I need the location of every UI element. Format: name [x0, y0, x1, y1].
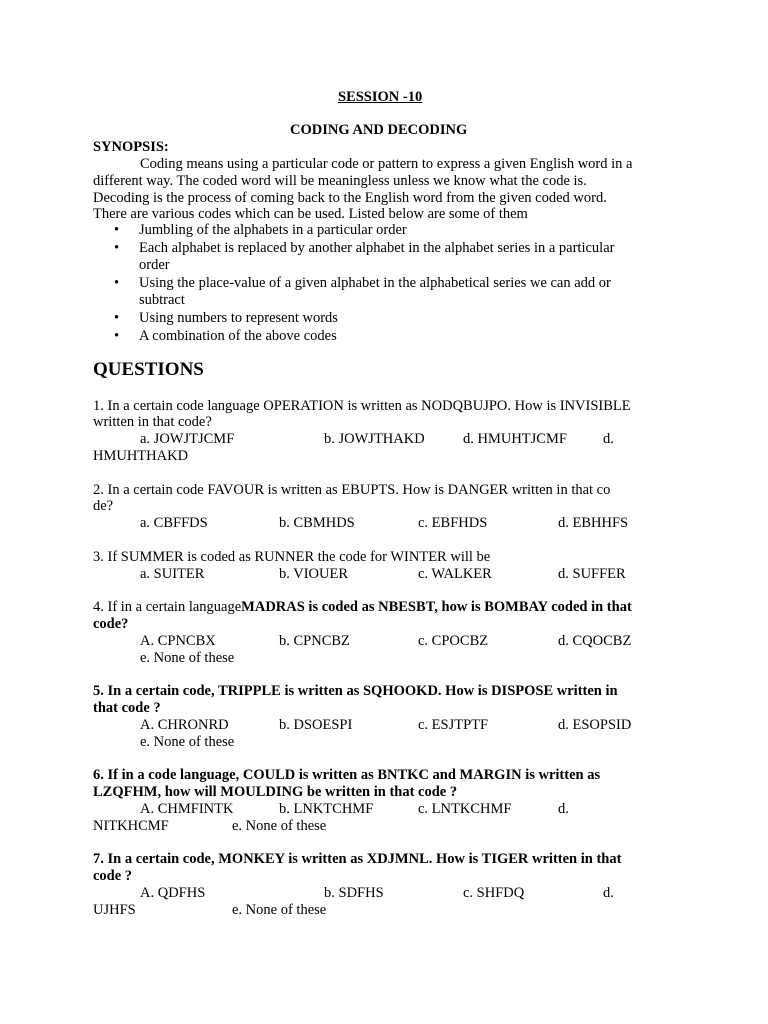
synopsis-line: Decoding is the process of coming back to the English word from the given coded word.	[93, 190, 607, 206]
list-item	[114, 310, 674, 327]
question-2-option-d: d. EBHHFS	[558, 515, 629, 531]
session-title: SESSION -10	[338, 89, 423, 105]
question-2-option-c: c. EBFHDS	[418, 515, 488, 531]
question-1-option-d-label: d.	[603, 431, 614, 447]
bullet-icon: •	[114, 240, 120, 256]
list-item-text: Using the place-value of a given alphabet in the alphabetical series we can add or	[139, 275, 611, 291]
question-4-option-a: A. CPNCBX	[140, 633, 216, 649]
question-1-option-d: HMUHTHAKD	[93, 448, 189, 464]
question-4-option-c: c. CPOCBZ	[418, 633, 489, 649]
question-4-option-b: b. CPNCBZ	[279, 633, 350, 649]
question-7-option-b: b. SDFHS	[324, 885, 384, 901]
question-7-text-cont: code ?	[93, 868, 133, 884]
question-7-option-a: A. QDFHS	[140, 885, 206, 901]
question-7-option-e: e. None of these	[232, 902, 327, 918]
list-item	[114, 275, 674, 309]
question-3-option-c: c. WALKER	[418, 566, 492, 582]
question-2-text-cont: de?	[93, 498, 114, 514]
question-4-option-d: d. CQOCBZ	[558, 633, 632, 649]
bullet-icon: •	[114, 222, 120, 238]
list-item-text-cont: order	[139, 257, 170, 273]
question-6-option-e: e. None of these	[232, 818, 327, 834]
code-types-list	[114, 222, 674, 346]
question-3-text: 3. If SUMMER is coded as RUNNER the code for WINTER will be	[93, 549, 491, 565]
question-4-text-bold: MADRAS is coded as NBESBT, how is BOMBAY coded in that	[241, 599, 632, 615]
question-3-option-d: d. SUFFER	[558, 566, 626, 582]
question-2-option-a: a. CBFFDS	[140, 515, 208, 531]
list-item-text: Jumbling of the alphabets in a particular order	[139, 222, 407, 238]
list-item	[114, 240, 674, 274]
question-6-option-d: NITKHCMF	[93, 818, 169, 834]
list-item-text: A combination of the above codes	[139, 328, 337, 344]
question-7-option-d: UJHFS	[93, 902, 136, 918]
bullet-icon: •	[114, 328, 120, 344]
question-7-text: 7. In a certain code, MONKEY is written as XDJMNL. How is TIGER written in that	[93, 851, 622, 867]
question-4-text	[93, 599, 632, 616]
question-1-text-cont: written in that code?	[93, 414, 212, 430]
questions-heading: QUESTIONS	[93, 359, 204, 380]
list-item-text: Each alphabet is replaced by another alphabet in the alphabet series in a particular	[139, 240, 615, 256]
question-1-option-c: d. HMUHTJCMF	[463, 431, 567, 447]
question-6-option-a: A. CHMFINTK	[140, 801, 234, 817]
synopsis-line: different way. The coded word will be meaningless unless we know what the code is.	[93, 173, 587, 189]
question-7-option-c: c. SHFDQ	[463, 885, 525, 901]
question-5-option-b: b. DSOESPI	[279, 717, 353, 733]
bullet-icon: •	[114, 275, 120, 291]
list-item-text-cont: subtract	[139, 292, 185, 308]
question-6-text: 6. If in a code language, COULD is written as BNTKC and MARGIN is written as	[93, 767, 601, 783]
list-item-text: Using numbers to represent words	[139, 310, 338, 326]
bullet-icon: •	[114, 310, 120, 326]
question-3-option-b: b. VIOUER	[279, 566, 349, 582]
question-5-option-c: c. ESJTPTF	[418, 717, 489, 733]
synopsis-label: SYNOPSIS:	[93, 139, 169, 155]
topic-title: CODING AND DECODING	[290, 122, 468, 138]
list-item	[114, 222, 674, 239]
question-7-option-d-label: d.	[603, 885, 614, 901]
question-6-option-b: b. LNKTCHMF	[279, 801, 374, 817]
question-3-option-a: a. SUITER	[140, 566, 205, 582]
question-5-option-e: e. None of these	[140, 734, 235, 750]
synopsis-line: Coding means using a particular code or pattern to express a given English word in a	[140, 156, 633, 172]
synopsis-line: There are various codes which can be used. Listed below are some of them	[93, 206, 528, 222]
list-item	[114, 328, 674, 345]
question-5-text: 5. In a certain code, TRIPPLE is written as SQHOOKD. How is DISPOSE written in	[93, 683, 618, 699]
question-4-text-plain: 4. If in a certain language	[93, 599, 242, 615]
question-1-option-a: a. JOWJTJCMF	[140, 431, 235, 447]
question-4-option-e: e. None of these	[140, 650, 235, 666]
question-4-text-cont: code?	[93, 616, 129, 632]
question-1-text: 1. In a certain code language OPERATION is written as NODQBUJPO. How is INVISIBLE	[93, 398, 631, 414]
question-1-option-b: b. JOWJTHAKD	[324, 431, 425, 447]
question-2-text: 2. In a certain code FAVOUR is written as EBUPTS. How is DANGER written in that co	[93, 482, 611, 498]
question-6-option-d-label: d.	[558, 801, 569, 817]
question-6-text-cont: LZQFHM, how will MOULDING be written in that code ?	[93, 784, 458, 800]
question-5-text-cont: that code ?	[93, 700, 161, 716]
question-5-option-a: A. CHRONRD	[140, 717, 229, 733]
question-2-option-b: b. CBMHDS	[279, 515, 355, 531]
question-6-option-c: c. LNTKCHMF	[418, 801, 512, 817]
question-5-option-d: d. ESOPSID	[558, 717, 632, 733]
